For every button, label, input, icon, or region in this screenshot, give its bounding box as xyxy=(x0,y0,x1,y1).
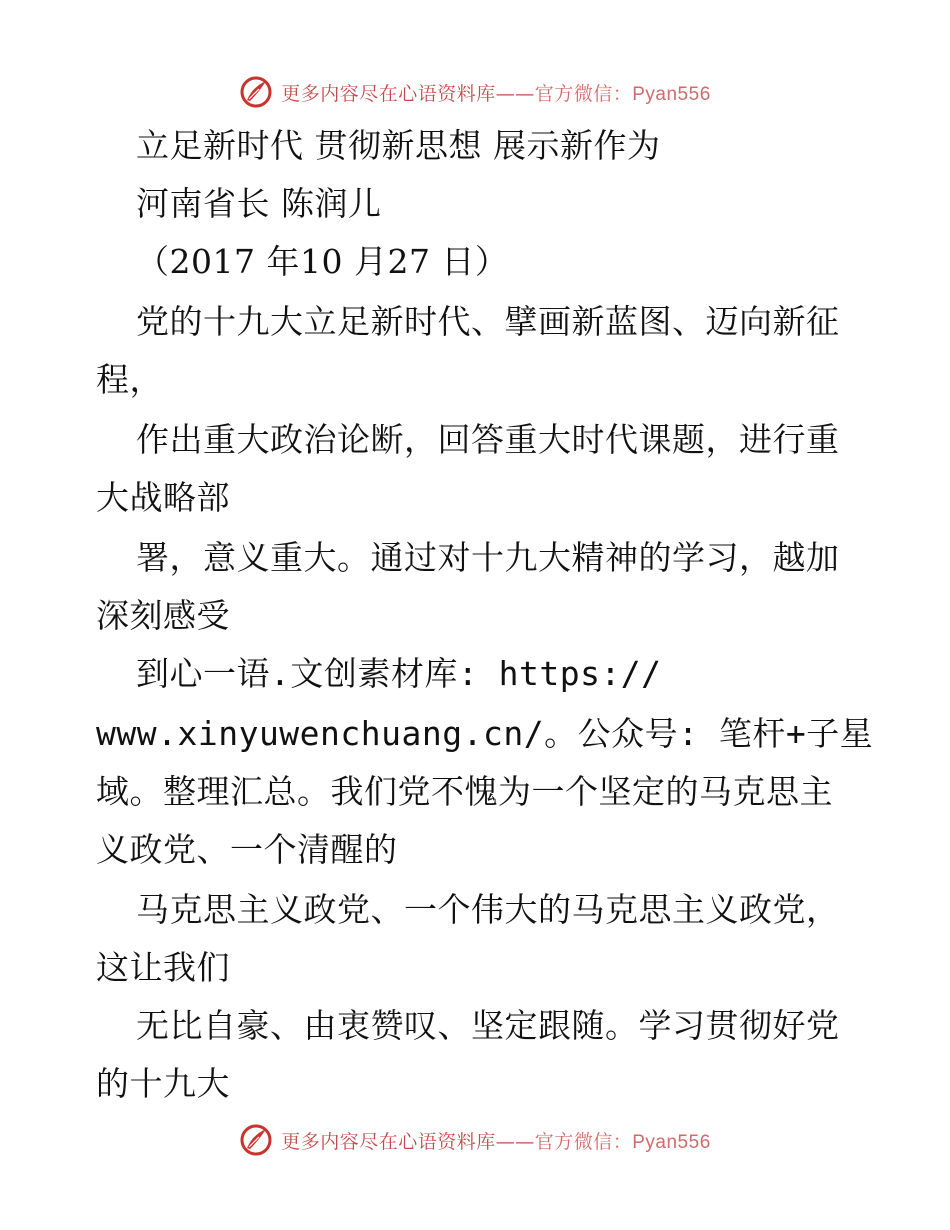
paragraph-line: 的十九大 xyxy=(96,1064,230,1103)
paragraph-line: 深刻感受 xyxy=(96,596,230,635)
header-prefix: 更多内容尽在心语资料库 xyxy=(281,82,496,105)
paragraph-line: 马克思主义政党、一个伟大的马克思主义政党， xyxy=(136,890,840,929)
paragraph-line: 到心一语.文创素材库: https:// xyxy=(136,654,662,693)
header-wechat-label: 官方微信： xyxy=(534,82,633,105)
header-banner xyxy=(0,70,950,114)
doc-author: 河南省长 陈润儿 xyxy=(136,184,382,223)
paragraph-line: 无比自豪、由衷赞叹、坚定跟随。学习贯彻好党 xyxy=(136,1006,840,1045)
footer-dash: —— xyxy=(495,1130,535,1153)
footer-wechat-account: Pyan556 xyxy=(632,1131,711,1153)
paragraph-line: 作出重大政治论断，回答重大时代课题，进行重 xyxy=(136,420,840,459)
footer-wechat-label: 官方微信： xyxy=(534,1130,633,1153)
paragraph-line: 大战略部 xyxy=(96,478,230,517)
doc-date: （2017 年10 月27 日） xyxy=(136,242,509,281)
paragraph-line: 署，意义重大。通过对十九大精神的学习，越加 xyxy=(136,538,840,577)
paragraph-line: 这让我们 xyxy=(96,948,230,987)
quill-logo-icon xyxy=(239,75,273,109)
paragraph-line: 义政党、一个清醒的 xyxy=(96,830,398,869)
doc-title: 立足新时代 贯彻新思想 展示新作为 xyxy=(136,126,661,165)
quill-logo-icon xyxy=(239,1123,273,1157)
header-dash: —— xyxy=(495,82,535,105)
footer-banner xyxy=(0,1118,950,1162)
footer-banner-text xyxy=(281,1127,711,1154)
paragraph-line: 程， xyxy=(96,360,163,399)
paragraph-line: 党的十九大立足新时代、擘画新蓝图、迈向新征 xyxy=(136,302,840,341)
paragraph-line: www.xinyuwenchuang.cn/。公众号: 笔杆+子星 xyxy=(96,714,874,753)
header-banner-text xyxy=(281,79,711,106)
paragraph-line: 域。整理汇总。我们党不愧为一个坚定的马克思主 xyxy=(96,772,833,811)
footer-prefix: 更多内容尽在心语资料库 xyxy=(281,1130,496,1153)
header-wechat-account: Pyan556 xyxy=(632,83,711,105)
